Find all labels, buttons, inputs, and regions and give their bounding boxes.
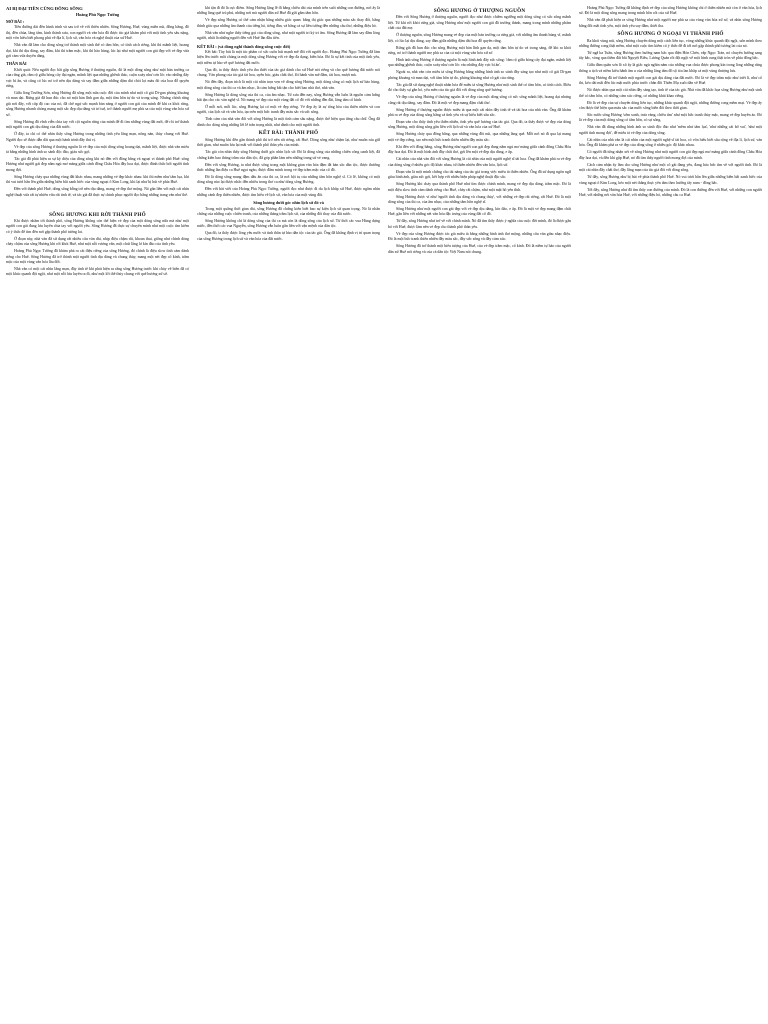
paragraph: Tác giả đã sử dụng nghệ thuật nhân hóa để miêu tả sông Hương như một sinh thể có tâm hồn, có tính cách. Điều đó cho thấy sự gắn bó, yêu mến của tác giả đối với dòng sông quê hương.: [388, 82, 571, 93]
paragraph: Ở mỗi nơi, mỗi lúc, sông Hương lại có một vẻ đẹp riêng. Vẻ đẹp ấy là sự tổng hòa của thiên nhiên và con người, của lịch sử và văn hóa, tạo nên một bức tranh đầy màu sắc và sức sống.: [197, 105, 380, 115]
paragraph: Hình ảnh sông Hương ở thượng nguồn là một hình ảnh đầy sức sống: 'rầm rộ giữa bóng cây đại ngàn, mãnh liệt qua những ghềnh thác, cuộn xoáy như cơn lốc vào những đáy vực bí ẩn'.: [388, 58, 571, 68]
paragraph: Hoàng Phủ Ngọc Tường đã khẳng định vẻ đẹp của sông Hương không chỉ ở thiên nhiên mà còn ở văn hóa, lịch sử. Đó là một dòng sông mang trong mình hồn cốt của xứ Huế.: [579, 6, 762, 16]
paragraph: Sông Hương chảy qua đồng bằng, qua những vùng đồi núi, qua những làng quê. Mỗi nơi nó đi qua lại mang một vẻ đẹp riêng, tạo nên một bức tranh thiên nhiên đầy màu sắc.: [388, 132, 571, 142]
paragraph: Sông Hương chảy qua những vùng đất khác nhau, mang những vẻ đẹp khác nhau: khi thì mềm như tấm lụa, khi thì vui tươi hẳn lên giữa những biền bãi xanh biếc của vùng ngoại ô Kim Long, khi lại như bị hút về phía Huế.: [6, 174, 189, 185]
paragraph: Khi được nhắm tới thành phố, sông Hương không còn thể hiện vẻ đẹp của một dòng sông nữa mà như một người con gái đang lưu luyến chia tay với người yêu. Sông Hương đã thực sự chuyển mình như một cuộc tìm kiếm có ý thức để tìm đến nơi gặp thành phố tương lai.: [6, 218, 189, 234]
paragraph: Vẻ đẹp của sông Hương ở thượng nguồn là vẻ đẹp của một dòng sông hoang dại, mãnh liệt, được nhà văn miêu tả bằng những hình ảnh so sánh độc đáo, giàu sức gợi.: [6, 144, 189, 154]
subheading-than-bai: THÂN BÀI: [6, 61, 27, 67]
paragraph: Nó được nhìn qua một cái nhìn đầy sáng tạo, tinh tế của tác giả. Nhà văn đã khắc họa sông Hương như một sinh thể có tâm hồn, có những cảm xúc riêng, có những khát khao riêng.: [579, 88, 762, 98]
column-4: [579, 6, 762, 279]
paragraph: Nhà văn đã phát hiện ra sông Hương như một người mẹ phù sa của vùng văn hóa xứ sở, và nhìn sông Hương bằng đôi mắt tình yêu, một tình yêu say đắm, thiết tha.: [579, 18, 762, 28]
paragraph: Sắc nước sông Hương 'sớm xanh, trưa vàng, chiều tím' như một bức tranh thủy mặc, mang vẻ đẹp huyền ảo. Đó là vẻ đẹp của một dòng sông có tâm hồn, có sự sống.: [579, 113, 762, 123]
paragraph: Nhà văn đã dùng những hình ảnh so sánh độc đáo như 'mềm như tấm lụa', 'như những cái bờ vai', 'như một người tình mong đợi', để miêu tả vẻ đẹp của dòng sông.: [579, 125, 762, 135]
paragraph: Vẻ đẹp của sông Hương được tác giả miêu tả bằng những hình ảnh thơ mộng, những câu văn giàu nhạc điệu. Đó là một bức tranh thiên nhiên đầy màu sắc, đầy sức sống và đầy cảm xúc.: [388, 231, 571, 242]
paragraph: Qua đó, ta thấy được tình yêu tha thiết của tác giả dành cho xứ Huế nói riêng và cho quê hương đất nước nói chung. Văn phong của tác giả tài hoa, uyên bác, giàu chất thơ, lối hành văn mê đắm, tài hoa, mượt mà.: [197, 67, 380, 78]
section-title: SÔNG HƯƠNG KHI RỜI THÀNH PHỐ: [49, 211, 146, 218]
spacer: [6, 200, 189, 210]
paragraph: Đoạn văn là một minh chứng cho tài năng của tác giả trong việc miêu tả thiên nhiên. Ông đã sử dụng ngôn ngữ giàu hình ảnh, giàu sức gợi, kết hợp với nhiều biện pháp nghệ thuật đặc sắc.: [388, 169, 571, 180]
paragraph: Đến với thành phố Huế, dòng sông bỗng trở nên dịu dàng, mang vẻ đẹp thơ mộng. Nó gắn liền với một cái nhìn nghệ thuật vừa rất tự nhiên vừa rất tinh tế, và tác giả đã thực sự chinh phục người đọc bằng những trang văn như thế.: [6, 187, 189, 197]
paragraph: Kết bài: Tùy bút là một tác phẩm có sức cuốn hút mạnh mẽ đối với người đọc. Hoàng Phủ Ngọc Tường đã làm hiện lên trước mắt chúng ta một dòng sông Hương với vẻ đẹp đa dạng, biến hóa. Đó là sự kết tinh của một tình yêu, một niềm tự hào về quê hương đất nước.: [197, 50, 380, 65]
paragraph: Sông Hương đã trở thành một người con gái dịu dàng của đất nước. Đó là vẻ đẹp trầm mặc như triết lí, như cổ thi, kéo dài mãi đến lúc mặt nước phía trước chân đồi Thiên Mụ xuôi dần về Huế.: [579, 75, 762, 86]
subheading-mo-bai: MỞ BÀI :: [6, 19, 25, 24]
paragraph: Có người đã từng nhận xét về sông Hương như một người con gái đẹp ngủ mơ màng giữa cánh đồng Châu Hóa đầy hoa dại, và đến khi gặp Huế, nó đã tìm thấy người tình mong đợi của mình.: [579, 150, 762, 160]
paragraph: Vẻ đẹp sông Hương có thể cảm nhận bằng nhiều giác quan: bằng thị giác qua những màu sắc thay đổi, bằng thính giác qua những âm thanh của tiếng hò, tiếng đàn, và bằng cả sự liên tưởng đến những câu thơ, những điệu hò.: [197, 18, 380, 28]
paragraph: Từ đây, sông Hương như trở về với chính mình. Nó đã tìm thấy được ý nghĩa của cuộc đời mình, đó là được gắn bó với Huế, được làm nên vẻ đẹp cho thành phố thân yêu.: [388, 219, 571, 229]
paragraph: Từ ngã ba Tuần, sông Hương theo hướng nam bắc qua điện Hòn Chén, vấp Ngọc Trản, nó chuyển hướng sang tây bắc, vòng qua thềm đất bãi Nguyệt Biều, Lương Quán rồi đột ngột vẽ một hình cung thật tròn về phía đông bắc.: [579, 51, 762, 61]
paragraph: Nhà văn như nghe thấy tiếng gọi của dòng sông, như một người tri kỷ tri âm. Sông Hương đã làm say đắm lòng người, nhất là những người đến với Huế lần đầu tiên.: [197, 30, 380, 41]
paragraph: Đó là vẻ đẹp của sự chuyển dòng liên tục, những khúc quanh đột ngột, những đường cong mềm mại. Vẻ đẹp ấy còn được thể hiện qua màu sắc của nước sông biến đổi theo thời gian.: [579, 100, 762, 111]
section-title: KẾT BÀI: THÀNH PHỐ: [258, 130, 319, 137]
section-title: SÔNG HƯƠNG Ở THƯỢNG NGUỒN: [433, 8, 526, 14]
paragraph: Đền với bài viết của Hoàng Phủ Ngọc Tường, người đọc như được đi du lịch khắp xứ Huế, được ngắm nhìn những cảnh đẹp thiên nhiên, được tìm hiểu về lịch sử, văn hóa của một vùng đất.: [197, 187, 380, 197]
paragraph: Qua đó, ta thấy được lòng yêu nước và tinh thần tự hào dân tộc của tác giả. Ông đã khẳng định vị trí quan trọng của sông Hương trong lịch sử và văn hóa của đất nước.: [197, 231, 380, 241]
paragraph: Tác giả đã phát hiện ra sự kỳ diệu của dòng sông khi nó đến với đồng bằng và ngoại vi thành phố Huế: sông Hương như người gái đẹp nằm ngủ mơ màng giữa cánh đồng Châu Hóa đầy hoa dại, được đánh thức bởi người tình mong đợi.: [6, 156, 189, 172]
paragraph: Tình cảm của nhà văn đối với sông Hương là một tình cảm sâu nặng, được thể hiện qua từng câu chữ. Ông đã dành cho dòng sông những lời lẽ trân trọng nhất, như dành cho một người tình.: [197, 117, 380, 127]
paragraph: Rừng già đã hun đúc cho sông Hương một bản lĩnh gan dạ, một tâm hồn tự do và trong sáng, để khi ra khỏi rừng, nó trở thành người mẹ phù sa của cả một vùng văn hóa xứ sở.: [388, 45, 571, 56]
paragraph: Nó đến đây, đoạn trích là một cái nhìn trọn vẹn về dòng sông Hương, một dòng sông có một lịch sử hào hùng, một dòng sông của thi ca và âm nhạc, là cảm hứng bất tận cho biết bao nhà thơ, nhà văn.: [197, 80, 380, 90]
paragraph: Hoàng Phủ Ngọc Tường đã khám phá ra cái điệu riêng của sông Hương, đó chính là điệu slow tình cảm dành riêng cho Huế. Sông Hương đã trở thành một người tình dịu dàng và chung thủy, mang một nét đẹp cổ kính, trầm mặc của một vùng văn hóa lâu đời.: [6, 249, 189, 264]
paragraph: Sông Hương được ví như 'người tình dịu dàng và chung thủy', với những vẻ đẹp rất riêng, rất Huế. Đó là một dòng sông của thi ca, của âm nhạc, của những tâm hồn nghệ sĩ.: [388, 194, 571, 204]
paragraph: Sông Hương đã vĩnh viễn chia tay với cội nguồn rừng của mình để đi tìm những vùng đất mới, để rồi trở thành một người con gái dịu dàng của đất nước.: [6, 119, 189, 130]
paragraph: Cách cảm nhận ấy làm cho sông Hương như một cô gái đang yêu, đang háo hức tìm về với người tình. Đó là một cái nhìn đầy chất thơ, đầy lãng mạn của tác giả đối với dòng sông.: [579, 162, 762, 173]
paragraph: Ngoài ra, nhà văn còn miêu tả sông Hương bằng những hình ảnh so sánh đầy sáng tạo như một cô gái Di-gan phóng khoáng và man dại, với tâm hồn tự do, phóng khoáng như cô gái của rừng.: [388, 70, 571, 80]
paragraph: Sông Hương ở thượng nguồn được miêu tả qua một cái nhìn đầy tinh tế và tài hoa của nhà văn. Ông đã khám phá ra vẻ đẹp của dòng sông bằng cả tình yêu và sự hiểu biết sâu sắc.: [388, 107, 571, 118]
author-name: Hoàng Phủ Ngọc Tường: [75, 11, 120, 17]
paragraph: Ra khỏi vùng núi, sông Hương chuyển dòng một cách liên tục, vòng những khúc quanh đột ngột, uốn mình theo những đường cong thật mềm, như một cuộc tìm kiếm có ý thức để đi tới nơi gặp thành phố tương lai của nó.: [579, 38, 762, 49]
paragraph: Ở thượng nguồn, sông Hương mang vẻ đẹp của một bản trường ca rừng già, với những âm thanh hùng vĩ, mãnh liệt, có lúc lại dịu dàng, say đắm giữa những dặm dài hoa đỗ quyên rừng.: [388, 33, 571, 43]
paragraph: Tới đây, sông Hương như đã tìm thấy con đường của mình. Đó là con đường đến với Huế, với những con người Huế, với những nét văn hóa Huế, với những điệu hò, những câu ca Huế.: [579, 187, 762, 197]
paragraph: Đoạn văn cho thấy tình yêu thiên nhiên, tình yêu quê hương của tác giả. Qua đó, ta thấy được vẻ đẹp của dòng sông Hương, một dòng sông gắn liền với lịch sử và văn hóa của xứ Huế.: [388, 120, 571, 130]
paragraph: Nhà văn đã làm cho dòng sông trở thành một sinh thể có tâm hồn, có tính cách riêng, khi thì mãnh liệt, hoang dại, khi thì dịu dàng, say đắm, khi thì trầm mặc, khi thì hào hùng, lúc lại như một người con gái đẹp với vẻ đẹp vừa gợi cảm vừa duyên dáng.: [6, 43, 189, 59]
paragraph: Khởi quát: Nếu người đọc bắt gặp sông Hương ở thượng nguồn, đó là một dòng sông như một bản trường ca của rừng già, rầm rộ giữa bóng cây đại ngàn, mãnh liệt qua những ghềnh thác, cuộn xoáy như cơn lốc vào những đáy vực bí ẩn, và cũng có lúc nó trở nên dịu dàng và say đắm giữa những dặm dài chói lọi màu đỏ của hoa đỗ quyên rừng.: [6, 67, 189, 89]
paragraph: Sông Hương là dòng sông của thi ca, của âm nhạc. Từ xưa đến nay, sông Hương vẫn luôn là nguồn cảm hứng bất tận cho các văn nghệ sĩ. Nó mang vẻ đẹp của một vùng đất cố đô với những đền đài, lăng tẩm cổ kính.: [197, 92, 380, 103]
paragraph: Vẻ đẹp của sông Hương ở thượng nguồn là vẻ đẹp của một dòng sông có sức sống mãnh liệt, hoang dại nhưng cũng rất dịu dàng, say đắm. Đó là một vẻ đẹp mang đậm chất thơ.: [388, 95, 571, 105]
paragraph: Cái nhìn của nhà văn đối với sông Hương là cái nhìn của một người nghệ sĩ tài hoa. Ông đã khám phá ra vẻ đẹp của dòng sông ở nhiều góc độ khác nhau, từ thiên nhiên đến văn hóa, lịch sử.: [388, 157, 571, 167]
paragraph: Khi đến với đồng bằng, sông Hương như người con gái đẹp đang nằm ngủ mơ màng giữa cánh đồng Châu Hóa đầy hoa dại. Đó là một hình ảnh đầy chất thơ, gợi lên một vẻ đẹp dịu dàng, e ấp.: [388, 144, 571, 155]
paragraph: Đến với sông Hương, ta như được sống trong một không gian văn hóa đậm đà bản sắc dân tộc, được thưởng thức những làn điệu ca Huế ngọt ngào, được đắm mình trong vẻ đẹp trầm mặc của cố đô.: [197, 162, 380, 172]
subheading-lich-su: Sông hương dưới góc nhìn lịch sử đó và: [253, 200, 324, 206]
paragraph: Sông Hương như một người con gái đẹp với vẻ đẹp dịu dàng, kín đáo, e ấp. Đó là một vẻ đẹp mang đậm chất Huế, gắn liền với những nét văn hóa đặc trưng của vùng đất cố đô.: [388, 206, 571, 217]
column-2: [197, 6, 380, 279]
section-title: SÔNG HƯƠNG Ở NGOẠI VI THÀNH PHỐ: [617, 31, 724, 38]
paragraph: Trong một quãng thời gian dài, sông Hương đã chứng kiến biết bao sự kiện lịch sử quan trọng. Nó là nhân chứng của những cuộc chiến tranh, của những thăng trầm lịch sử, của những đổi thay của đất nước.: [197, 206, 380, 216]
paragraph: Nhà văn có một cái nhìn lãng mạn, đầy tinh tế khi phát hiện ra rằng sông Hương trước khi chảy về biển đã có một khúc quanh đột ngột, như một nỗi lưu luyến ra đi, như một lời thề thủy chung với quê hương xứ sở.: [6, 266, 189, 277]
column-3: [388, 6, 571, 279]
document-page: [6, 6, 762, 1018]
section-header: AI BỊ ĐẠI TIỀN CÙNG ĐÔNG SÔNG: [6, 6, 83, 11]
paragraph: Sông Hương khi đến gần thành phố thì trở nên rất riêng, rất Huế. Dòng sông như chậm lại, như muốn níu giữ thời gian, như muốn lưu lại mãi với thành phố thân yêu của mình.: [197, 137, 380, 148]
paragraph: Đến với Sông Hương ở thượng nguồn, người đọc như được chiêm ngưỡng một dòng sông có sức sống mãnh liệt. Từ khi rời khỏi rừng già, sông Hương như một người con gái đã trưởng thành, mang trong mình những phẩm chất của đất mẹ.: [388, 15, 571, 31]
column-1: [6, 6, 189, 279]
paragraph: Sông Hương không chỉ là dòng sông của thi ca mà còn là dòng sông của lịch sử. Từ thời các vua Hùng dựng nước, đến thời các vua Nguyễn, sông Hương vẫn luôn gắn liền với vận mệnh của dân tộc.: [197, 218, 380, 229]
subheading-ket-bai: KẾT BÀI : (và dòng nghĩ thành dòng sông cuộc đời): [197, 43, 291, 49]
paragraph: khi tận đi đó là cực điểm. Sông Hương lặng lẽ đi bằng chiều dài của mình trên suốt những con đường, nơi ấy là những làng quê trù phú, những nơi mà người dân xứ Huế đã gửi gắm tâm hồn.: [197, 6, 380, 16]
four-column-layout: [6, 6, 762, 279]
paragraph: Giữa đám quần sơn lô xô ấy là giấc ngủ nghìn năm của những vua chúa được phong kín trong lòng những rừng thông u tịch và niềm kiêu hãnh âm u của những lăng tẩm đồ sộ tỏa lan khắp cả một vùng thượng lưu.: [579, 63, 762, 73]
paragraph: Đó là dòng sông mang đậm dấu ấn của thi ca, là nơi hội tụ của những tâm hồn nghệ sĩ. Có lẽ, không có một dòng sông nào lại được nhắc đến nhiều trong thơ ca như dòng sông Hương.: [197, 174, 380, 185]
paragraph: Tiền đường dài đến hành trình và sau trở về với thiên nhiên. Sông Hương, Huế, vùng miền núi, đồng bằng, đồ thị, đền chùa, lăng tẩm, kinh thành xưa, con người và văn hóa đã được tác giả khám phá với một tình yêu sâu nặng, một vốn hiểu biết phong phú về địa lí, lịch sử, văn hóa và nghệ thuật của xứ Huế.: [6, 25, 189, 41]
paragraph: Giữa lòng Trường Sơn, sông Hương đã sống một nửa cuộc đời của mình như một cô gái Di-gan phóng khoáng và man dại. Rừng già đã hun đúc cho nó một bản lĩnh gan dạ, một tâm hồn tự do và trong sáng. Nhưng chính rừng già nơi đây, với cấp độ cao của nó, đã chế ngự sức mạnh bản năng ở người con gái của mình để khi ra khỏi rừng, sông Hương nhanh chóng mang một sắc đẹp dịu dàng và trí tuệ, trở thành người mẹ phù sa của một vùng văn hóa xứ sở.: [6, 91, 189, 117]
paragraph: Từ đây, sông Hương như bị hút về phía thành phố Huế. Nó vui tươi hẳn lên giữa những biền bãi xanh biếc của vùng ngoại ô Kim Long, kéo một nét thẳng thực yên tâm theo hướng tây nam - đông bắc.: [579, 175, 762, 185]
paragraph: Sông Hương khi chảy qua thành phố Huế như tìm được chính mình, mang vẻ đẹp dịu dàng, trầm mặc. Đó là một điệu slow tình cảm dành riêng cho Huế, chảy rất chậm, như một mặt hồ yên tĩnh.: [388, 182, 571, 192]
paragraph: Tác giả còn nhìn thấy sông Hương dưới góc nhìn lịch sử: Đó là dòng sông của những chiến công oanh liệt, đã chứng kiến bao thăng trầm của dân tộc, đã góp phần làm nên những trang sử vẻ vang.: [197, 150, 380, 160]
paragraph: Sông Hương đã trở thành một biểu tượng của Huế, của vẻ đẹp trầm mặc, cổ kính. Đó là niềm tự hào của người dân xứ Huế nói riêng và của cả dân tộc Việt Nam nói chung.: [388, 244, 571, 254]
paragraph: Ở đây, ta chỉ có thể nhìn thấy sông Hương trong những tình yêu lãng mạn, nồng nàn, thủy chung với Huế. Người đọc sẽ được dẫn dắt qua một hành trình đầy thú vị.: [6, 132, 189, 142]
paragraph: Ở đoạn này, nhà văn đã sử dụng rất nhiều câu văn dài, nhịp điệu chậm rãi, khoan thai, giống như chính dòng chảy chậm của sông Hương khi rời khỏi Huế, như một nỗi vương vấn, một chút lẳng lơ kín đáo của tình yêu.: [6, 236, 189, 247]
paragraph: Cái nhìn của nhà văn là cái nhìn của một người nghệ sĩ tài hoa, có vốn hiểu biết sâu rộng về địa lí, lịch sử, văn hóa. Ông đã khám phá ra vẻ đẹp của dòng sông ở nhiều góc độ khác nhau.: [579, 137, 762, 148]
